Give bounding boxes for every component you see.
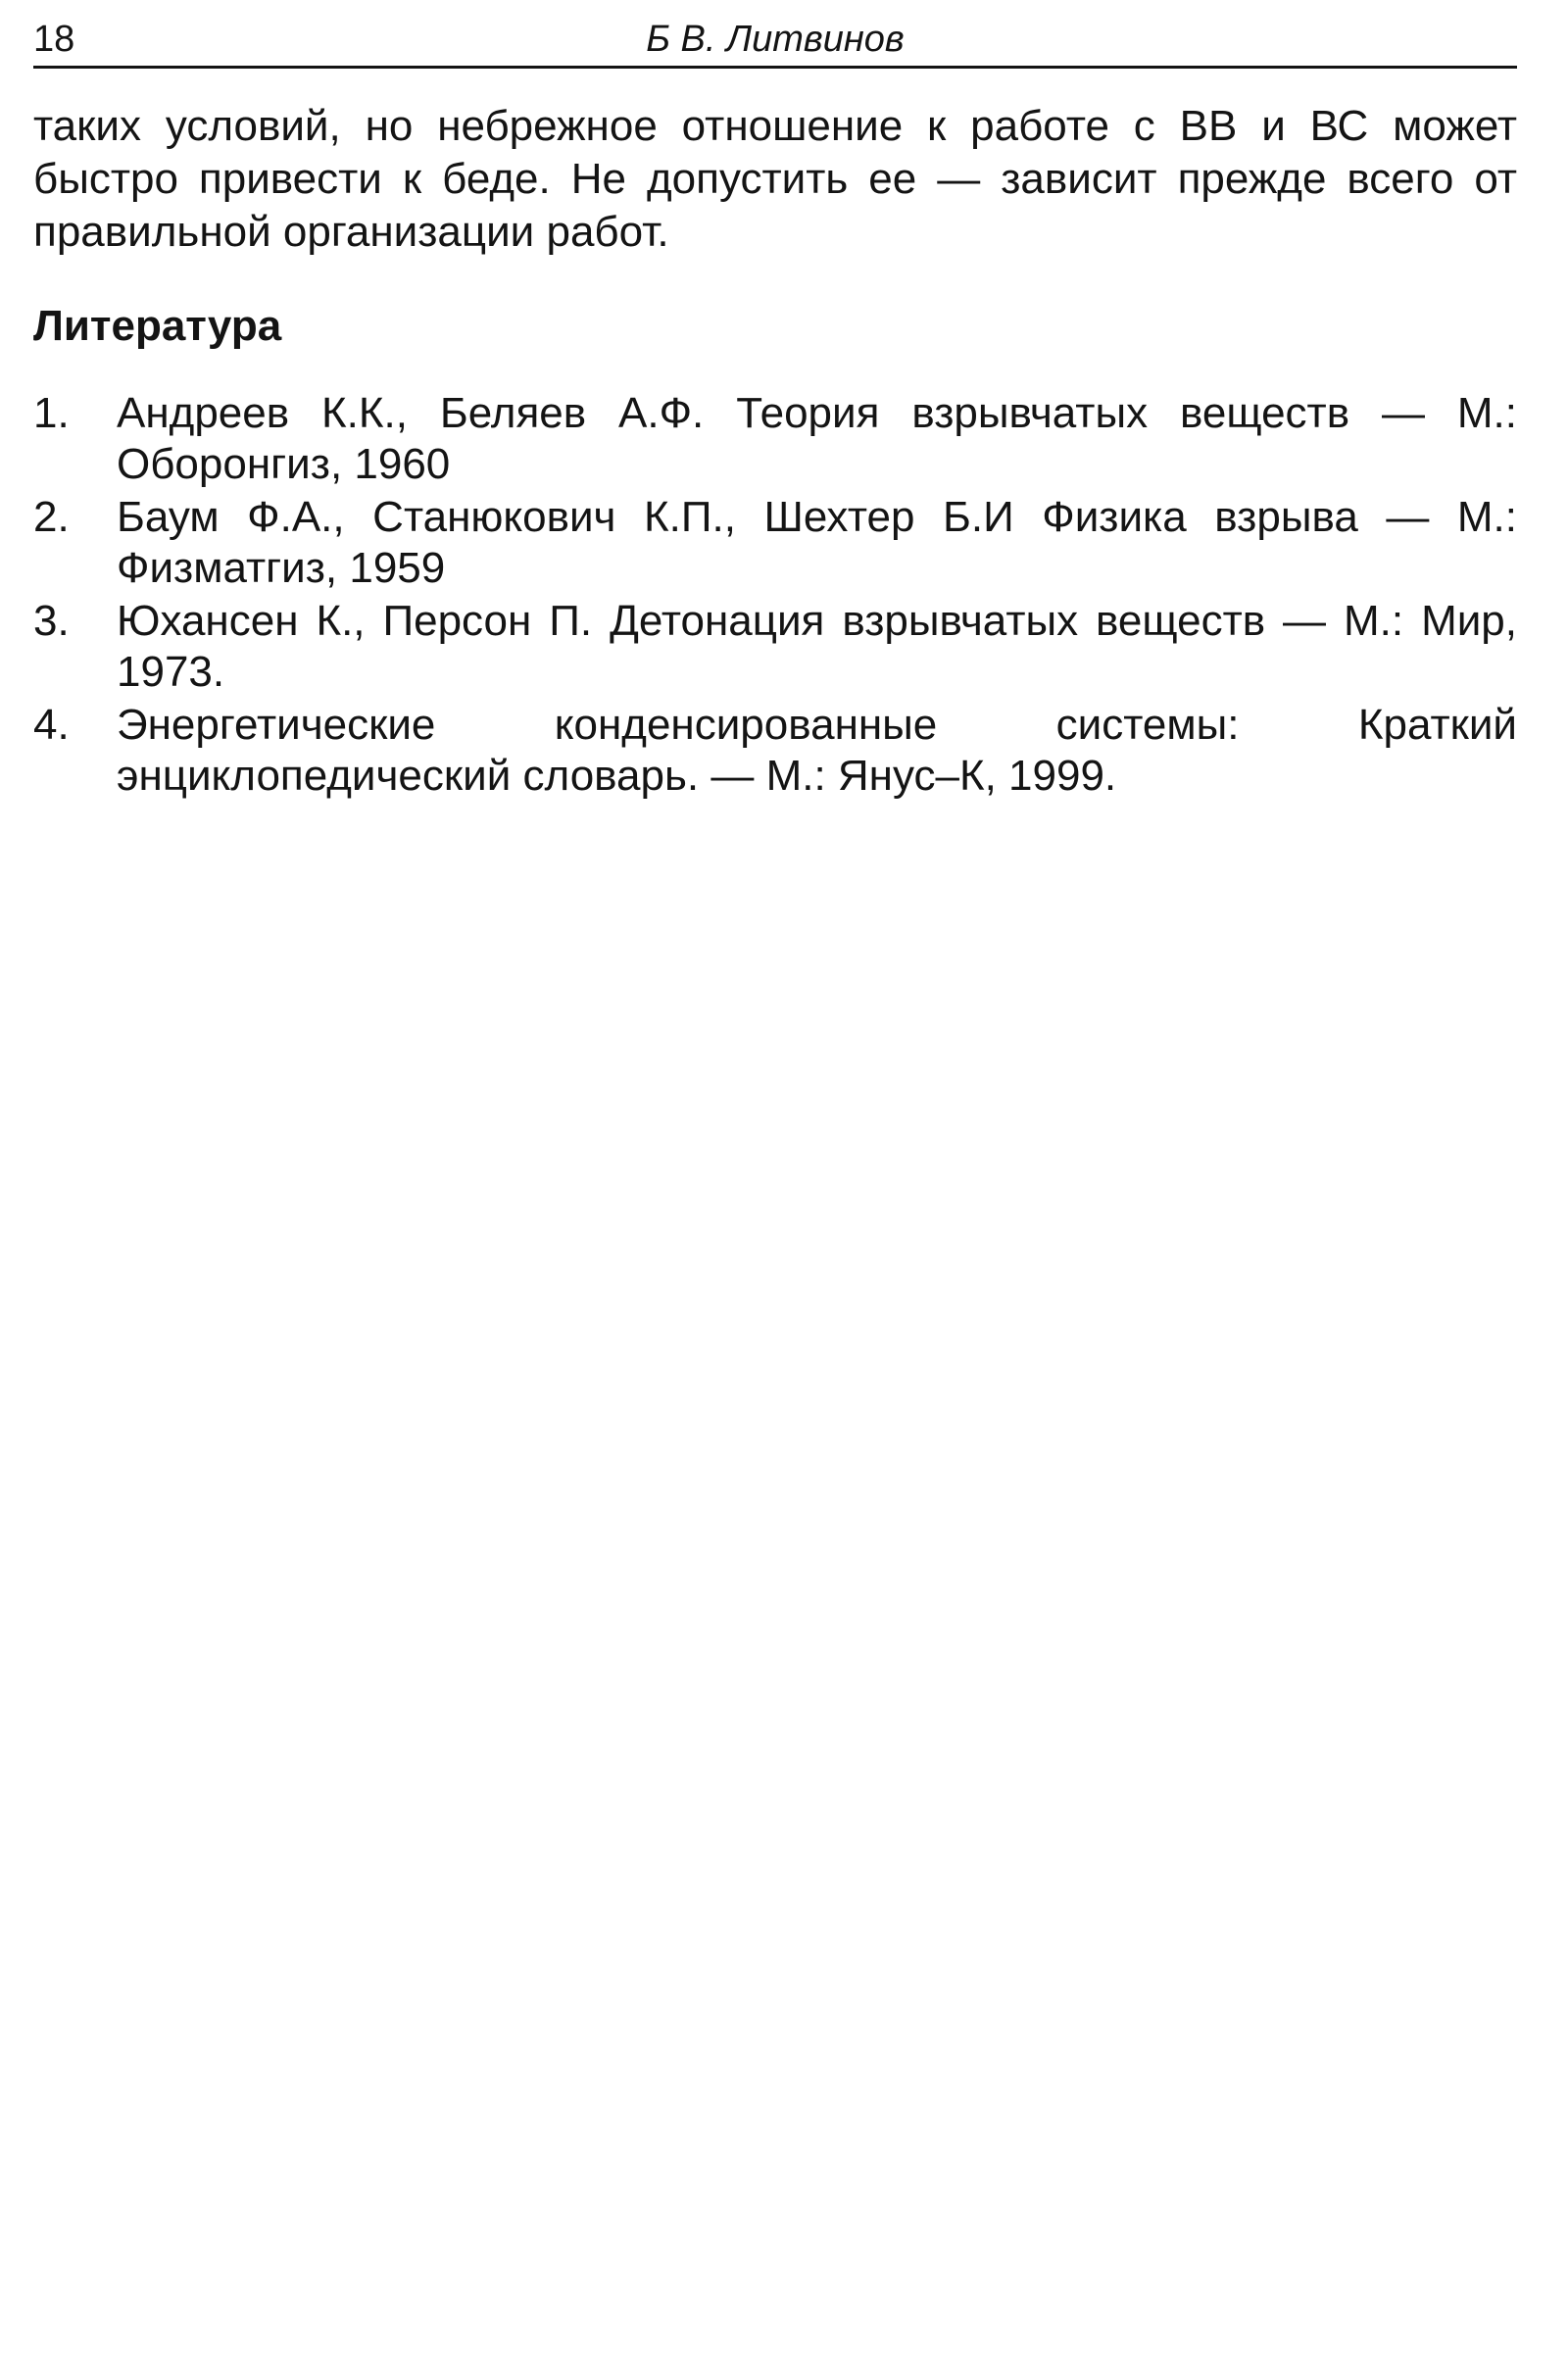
reference-item-4 [33,700,1517,802]
reference-number: 4. [33,701,70,749]
reference-number: 3. [33,597,70,645]
reference-item-3 [33,596,1517,698]
running-head [33,0,1517,69]
reference-text: Юхансен К., Персон П. Детонация взрывчатых веществ — М.: Мир, 1973. [117,597,1517,696]
page-number: 18 [33,19,75,60]
reference-list [33,388,1517,802]
reference-item-2 [33,492,1517,594]
reference-number: 2. [33,493,70,541]
reference-text: Энергетические конденсированные системы: Краткий энциклопедический словарь. — М.: Янус–К, 1999. [117,701,1517,800]
reference-text: Баум Ф.А., Станюкович К.П., Шехтер Б.И Физика взрыва — М.: Физматгиз, 1959 [117,493,1517,592]
book-page [33,0,1517,804]
running-title: Б В. Литвинов [646,19,905,60]
reference-number: 1. [33,389,70,437]
reference-item-1 [33,388,1517,490]
reference-text: Андреев К.К., Беляев А.Ф. Теория взрывчатых веществ — М.: Оборонгиз, 1960 [117,389,1517,488]
body-paragraph: таких условий, но небрежное отношение к работе с ВВ и ВС может быстро привести к беде. Не допустить ее — зависит прежде всего от правильной организации работ. [33,102,1517,256]
references-heading: Литература [33,302,282,350]
